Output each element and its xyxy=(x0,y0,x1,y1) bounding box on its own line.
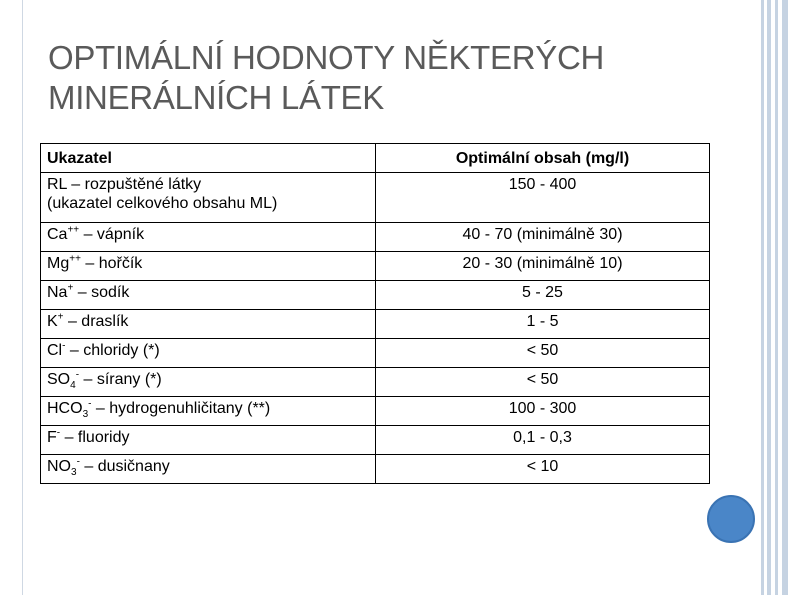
ion-symbol: HCO xyxy=(47,400,83,417)
ion-charge: - xyxy=(56,427,61,439)
ion-symbol: Cl xyxy=(47,342,63,359)
table-row xyxy=(41,252,710,281)
indicator-text: – sodík xyxy=(73,284,130,301)
indicator-text: – sírany (*) xyxy=(79,371,162,388)
indicator-text: – fluoridy xyxy=(60,429,130,446)
indicator-cell xyxy=(41,223,376,252)
minerals-table xyxy=(40,143,710,484)
value-cell: 0,1 - 0,3 xyxy=(376,426,710,455)
indicator-cell xyxy=(41,368,376,397)
indicator-cell xyxy=(41,426,376,455)
indicator-text: – hořčík xyxy=(80,255,143,272)
value-cell: 100 - 300 xyxy=(376,397,710,426)
ion-charge: ++ xyxy=(69,253,81,265)
ion-charge: ++ xyxy=(67,224,80,236)
table-header-row xyxy=(41,144,710,173)
ion-symbol: F xyxy=(47,429,57,446)
slide-title xyxy=(48,38,688,118)
value-cell: < 10 xyxy=(376,455,710,484)
value-cell: 5 - 25 xyxy=(376,281,710,310)
indicator-text: – chloridy (*) xyxy=(65,342,160,359)
ion-subscript: 3 xyxy=(82,409,89,421)
value-cell: 40 - 70 (minimálně 30) xyxy=(376,223,710,252)
indicator-text: – hydrogenuhličitany (**) xyxy=(91,400,271,417)
left-frame-line xyxy=(22,0,23,595)
indicator-cell xyxy=(41,173,376,223)
slide-title-line: OPTIMÁLNÍ HODNOTY NĚKTERÝCH xyxy=(48,39,605,76)
ion-symbol: NO xyxy=(47,458,71,475)
right-decor-strip xyxy=(767,0,771,595)
ion-subscript: 3 xyxy=(71,467,77,479)
table-row xyxy=(41,173,710,223)
indicator-cell xyxy=(41,455,376,484)
value-cell: < 50 xyxy=(376,368,710,397)
value-cell: < 50 xyxy=(376,339,710,368)
indicator-text: – vápník xyxy=(79,226,145,243)
indicator-cell xyxy=(41,281,376,310)
indicator-cell xyxy=(41,397,376,426)
slide-title-line: MINERÁLNÍCH LÁTEK xyxy=(48,79,384,116)
indicator-cell xyxy=(41,252,376,281)
ion-symbol: SO xyxy=(47,371,71,388)
right-decor-strip xyxy=(782,0,788,595)
table-row xyxy=(41,368,710,397)
indicator-cell xyxy=(41,310,376,339)
value-cell: 150 - 400 xyxy=(376,173,710,223)
indicator-cell xyxy=(41,339,376,368)
decorative-circle-icon xyxy=(707,495,755,543)
table-row xyxy=(41,281,710,310)
ion-symbol: Ca xyxy=(47,226,68,243)
ion-subscript: 4 xyxy=(70,380,76,392)
table-row xyxy=(41,223,710,252)
table-row xyxy=(41,310,710,339)
indicator-text: – dusičnany xyxy=(79,458,170,475)
ion-symbol: Na xyxy=(47,284,68,301)
table-row xyxy=(41,455,710,484)
ion-symbol: K xyxy=(47,313,58,330)
header-indicator: Ukazatel xyxy=(41,144,376,173)
ion-charge: + xyxy=(57,311,64,323)
ion-charge: + xyxy=(67,282,74,294)
right-decor-strip xyxy=(775,0,778,595)
indicator-text: – draslík xyxy=(63,313,129,330)
ion-charge: - xyxy=(76,456,80,468)
right-decor-strip xyxy=(761,0,764,595)
ion-charge: - xyxy=(62,340,66,352)
indicator-text: RL – rozpuštěné látky xyxy=(47,176,202,193)
ion-charge: - xyxy=(75,369,80,381)
header-value: Optimální obsah (mg/l) xyxy=(376,144,710,173)
value-cell: 20 - 30 (minimálně 10) xyxy=(376,252,710,281)
table-row xyxy=(41,426,710,455)
ion-charge: - xyxy=(88,398,92,410)
table-row xyxy=(41,339,710,368)
ion-symbol: Mg xyxy=(47,255,70,272)
table-row xyxy=(41,397,710,426)
indicator-text: (ukazatel celkového obsahu ML) xyxy=(47,195,278,212)
value-cell: 1 - 5 xyxy=(376,310,710,339)
